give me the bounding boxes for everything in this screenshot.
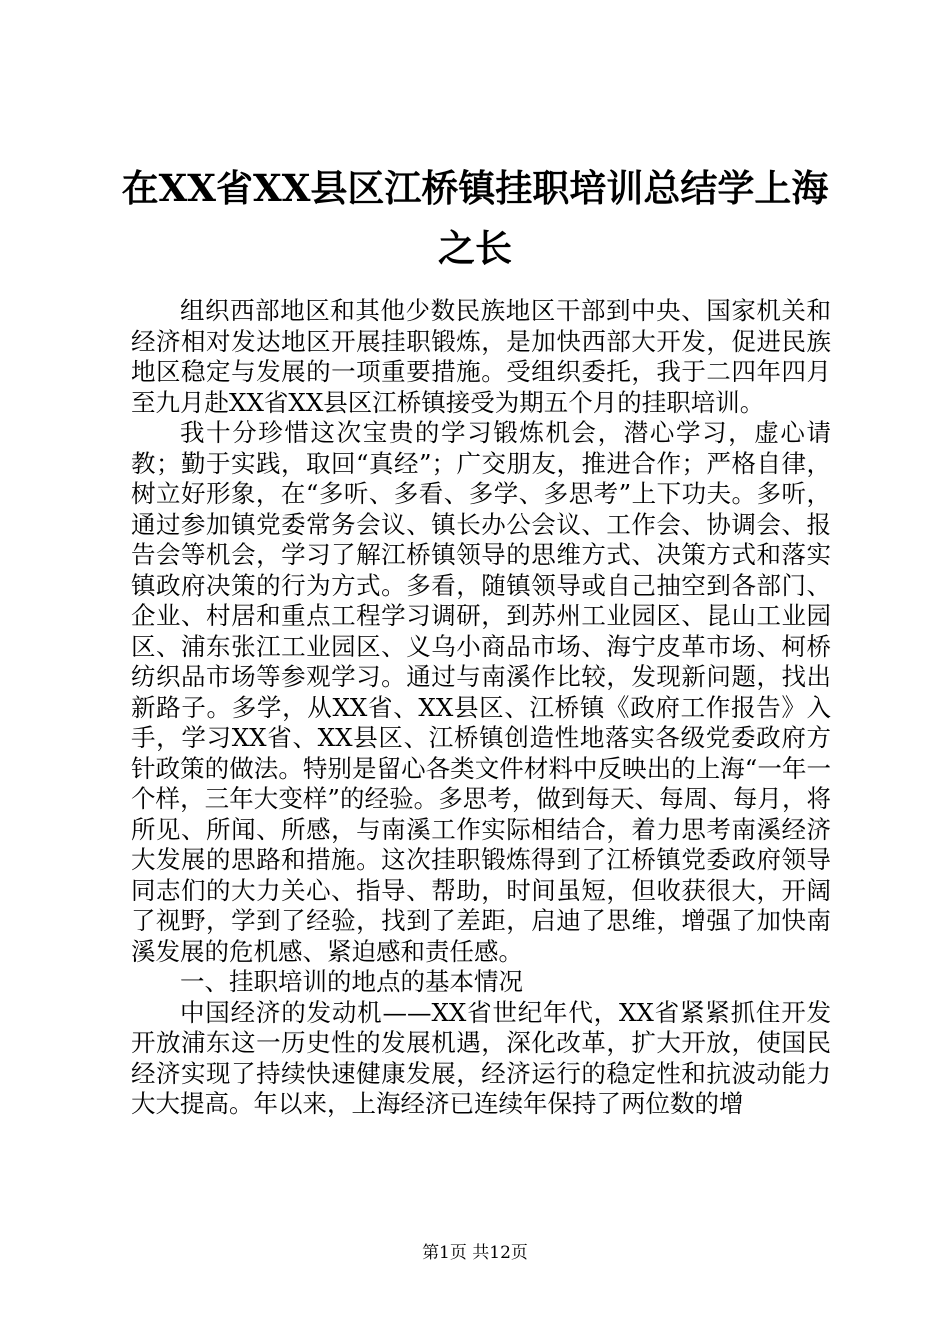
page-footer: 第1页 共12页 <box>422 1243 528 1263</box>
section-heading-1: 一、挂职培训的地点的基本情况 <box>180 967 523 996</box>
document-title: 在XX省XX县区江桥镇挂职培训总结学上海之长 <box>121 166 829 270</box>
document-body <box>131 296 831 1120</box>
paragraph-intro: 组织西部地区和其他少数民族地区干部到中央、国家机关和经济相对发达地区开展挂职锻炼，是加快西部大开发，促进民族地区稳定与发展的一项重要措施。受组织委托，我于二四年四月至九月赴XX省XX县区江桥镇接受为期五个月的挂职培训。 <box>131 296 831 417</box>
paragraph-study: 我十分珍惜这次宝贵的学习锻炼机会，潜心学习，虚心请教；勤于实践，取回“真经”；广交朋友，推进合作；严格自律，树立好形象，在“多听、多看、多学、多思考”上下功夫。多听，通过参加镇党委常务会议、镇长办公会议、工作会、协调会、报告会等机会，学习了解江桥镇领导的思维方式、决策方式和落实镇政府决策的行为方式。多看，随镇领导或自己抽空到各部门、企业、村居和重点工程学习调研，到苏州工业园区、昆山工业园区、浦东张江工业园区、义乌小商品市场、海宁皮革市场、柯桥纺织品市场等参观学习。通过与南溪作比较，发现新问题，找出新路子。多学，从XX省、XX县区、江桥镇《政府工作报告》入手，学习XX省、XX县区、江桥镇创造性地落实各级党委政府方针政策的做法。特别是留心各类文件材料中反映出的上海“一年一个样，三年大变样”的经验。多思考，做到每天、每周、每月，将所见、所闻、所感，与南溪工作实际相结合，着力思考南溪经济大发展的思路和措施。这次挂职锻炼得到了江桥镇党委政府领导同志们的大力关心、指导、帮助，时间虽短，但收获很大，开阔了视野，学到了经验，找到了差距，启迪了思维，增强了加快南溪发展的危机感、紧迫感和责任感。 <box>131 418 831 966</box>
paragraph-economy: 中国经济的发动机——XX省世纪年代，XX省紧紧抓住开发开放浦东这一历史性的发展机遇，深化改革，扩大开放，使国民经济实现了持续快速健康发展，经济运行的稳定性和抗波动能力大大提高。年以来，上海经济已连续年保持了两位数的增 <box>131 997 831 1118</box>
